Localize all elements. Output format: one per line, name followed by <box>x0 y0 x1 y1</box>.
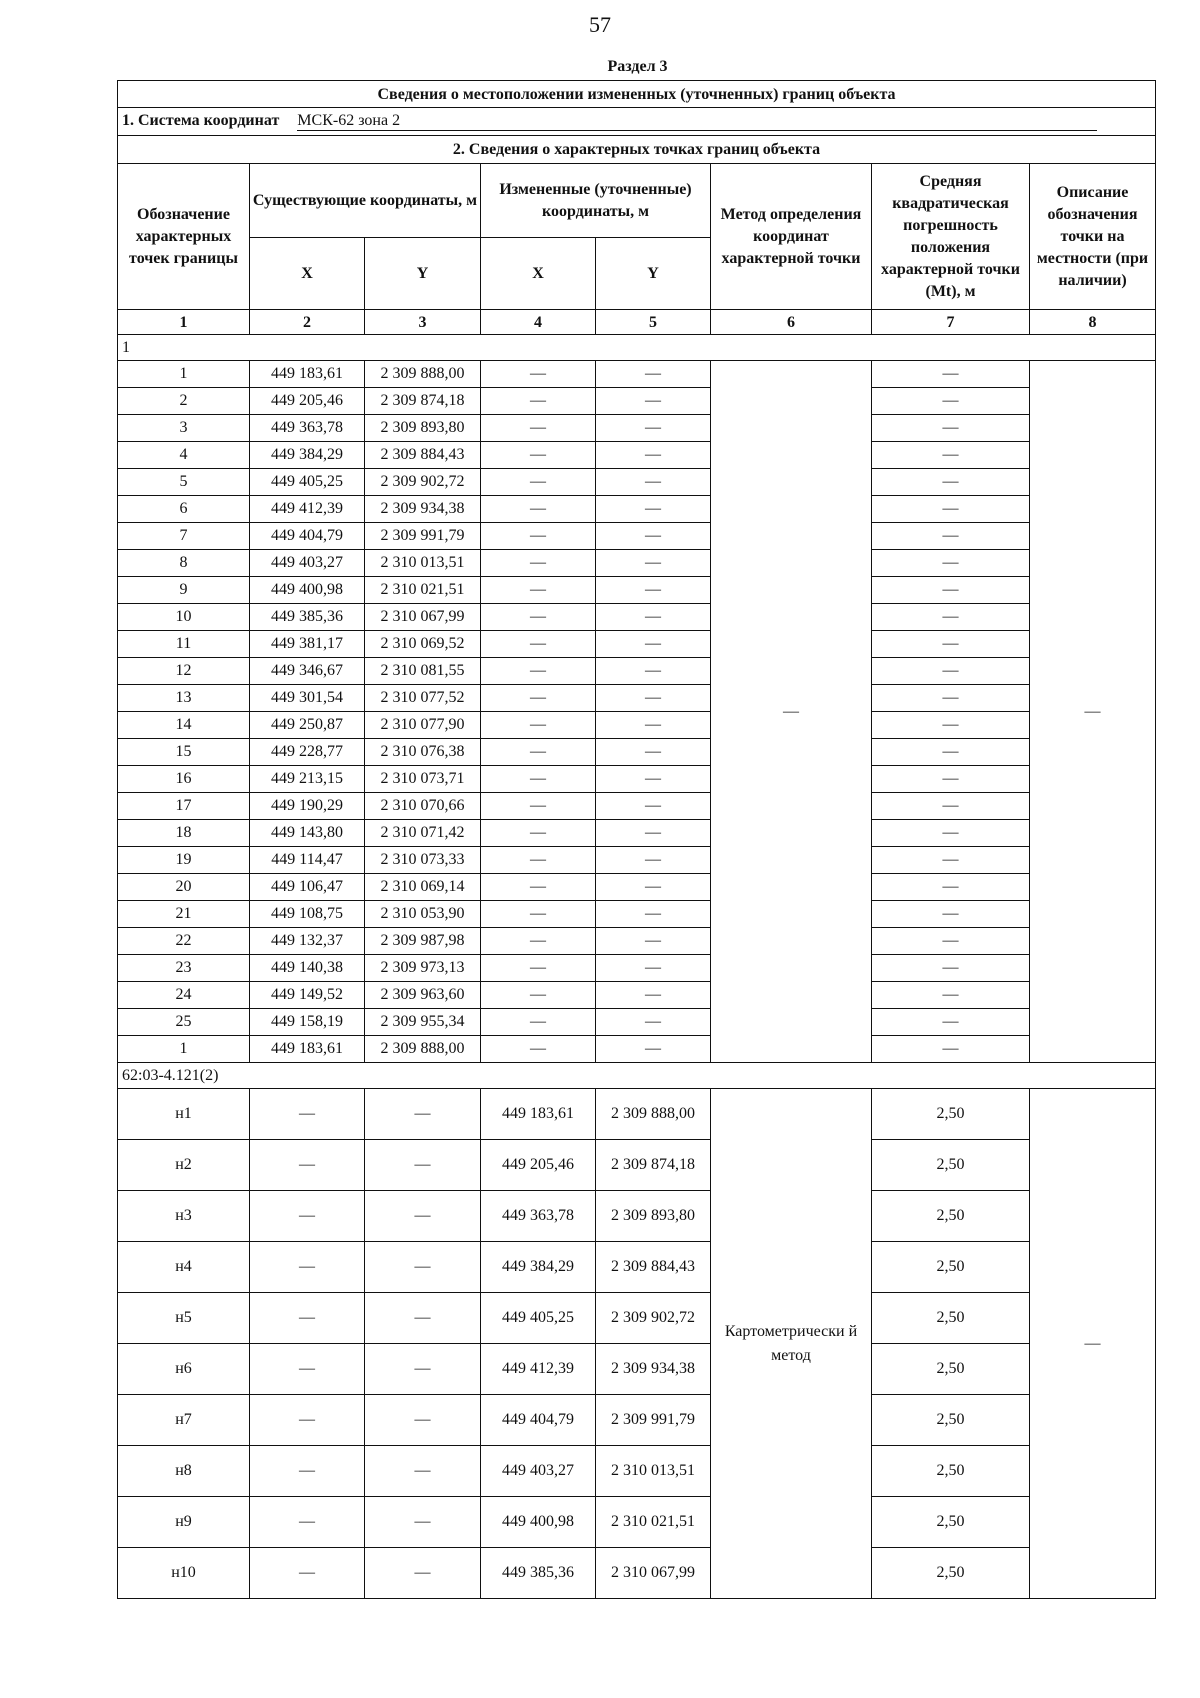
updated-x: — <box>481 820 596 847</box>
mt-value: — <box>872 766 1030 793</box>
updated-y: — <box>596 712 711 739</box>
updated-x: — <box>481 523 596 550</box>
existing-x: 449 183,61 <box>250 1036 365 1063</box>
method-cell: — <box>711 361 872 1063</box>
point-number: 23 <box>118 955 250 982</box>
updated-x: — <box>481 631 596 658</box>
point-number: 12 <box>118 658 250 685</box>
updated-y: — <box>596 604 711 631</box>
existing-y: 2 310 073,33 <box>365 847 481 874</box>
existing-y: — <box>365 1344 481 1395</box>
table-row <box>118 604 1156 631</box>
point-number: 25 <box>118 1009 250 1036</box>
points-title: 2. Сведения о характерных точках границ объекта <box>118 136 1156 164</box>
mt-value: 2,50 <box>872 1293 1030 1344</box>
updated-y: — <box>596 685 711 712</box>
existing-y: 2 310 021,51 <box>365 577 481 604</box>
existing-x: 449 213,15 <box>250 766 365 793</box>
existing-y: 2 310 053,90 <box>365 901 481 928</box>
existing-x: 449 149,52 <box>250 982 365 1009</box>
header-point-designation: Обозначение характерных точек границы <box>118 164 250 310</box>
table-row <box>118 1009 1156 1036</box>
page-number: 57 <box>589 12 611 37</box>
point-number: н3 <box>118 1191 250 1242</box>
existing-x: — <box>250 1344 365 1395</box>
point-number: 6 <box>118 496 250 523</box>
updated-x: 449 412,39 <box>481 1344 596 1395</box>
mt-value: — <box>872 469 1030 496</box>
point-number: н7 <box>118 1395 250 1446</box>
header-updated-y: Y <box>596 238 711 310</box>
updated-y: 2 309 888,00 <box>596 1089 711 1140</box>
updated-x: — <box>481 982 596 1009</box>
updated-y: — <box>596 928 711 955</box>
existing-y: — <box>365 1089 481 1140</box>
boundary-points-table <box>117 80 1156 1599</box>
existing-y: 2 310 070,66 <box>365 793 481 820</box>
existing-y: 2 310 081,55 <box>365 658 481 685</box>
table-row <box>118 550 1156 577</box>
point-number: н5 <box>118 1293 250 1344</box>
updated-x: — <box>481 496 596 523</box>
existing-y: 2 309 973,13 <box>365 955 481 982</box>
updated-y: 2 310 013,51 <box>596 1446 711 1497</box>
col-number: 3 <box>365 310 481 335</box>
point-number: 5 <box>118 469 250 496</box>
existing-x: 449 384,29 <box>250 442 365 469</box>
updated-y: — <box>596 901 711 928</box>
updated-y: — <box>596 820 711 847</box>
updated-y: — <box>596 955 711 982</box>
existing-x: 449 205,46 <box>250 388 365 415</box>
existing-x: 449 301,54 <box>250 685 365 712</box>
point-number: 21 <box>118 901 250 928</box>
updated-y: — <box>596 982 711 1009</box>
updated-y: 2 309 874,18 <box>596 1140 711 1191</box>
method-cell: Картометрически й метод <box>711 1089 872 1599</box>
existing-y: — <box>365 1395 481 1446</box>
existing-y: 2 310 013,51 <box>365 550 481 577</box>
table-row <box>118 1344 1156 1395</box>
updated-y: — <box>596 496 711 523</box>
mt-value: 2,50 <box>872 1242 1030 1293</box>
mt-value: — <box>872 928 1030 955</box>
existing-y: 2 309 987,98 <box>365 928 481 955</box>
updated-y: — <box>596 388 711 415</box>
header-existing-coords: Существующие координаты, м <box>250 164 481 238</box>
table-row <box>118 361 1156 388</box>
existing-y: 2 309 874,18 <box>365 388 481 415</box>
existing-y: 2 309 884,43 <box>365 442 481 469</box>
table-row <box>118 1497 1156 1548</box>
point-number: н4 <box>118 1242 250 1293</box>
existing-y: — <box>365 1191 481 1242</box>
point-number: 10 <box>118 604 250 631</box>
existing-x: 449 400,98 <box>250 577 365 604</box>
mt-value: — <box>872 496 1030 523</box>
updated-y: — <box>596 847 711 874</box>
table-row <box>118 1548 1156 1599</box>
point-number: 11 <box>118 631 250 658</box>
table-row <box>118 1036 1156 1063</box>
header-existing-y: Y <box>365 238 481 310</box>
updated-x: 449 385,36 <box>481 1548 596 1599</box>
point-number: 18 <box>118 820 250 847</box>
point-number: н8 <box>118 1446 250 1497</box>
mt-value: — <box>872 604 1030 631</box>
existing-y: 2 309 991,79 <box>365 523 481 550</box>
table-row <box>118 982 1156 1009</box>
updated-x: — <box>481 901 596 928</box>
mt-value: — <box>872 982 1030 1009</box>
mt-value: — <box>872 1036 1030 1063</box>
updated-x: — <box>481 442 596 469</box>
updated-x: — <box>481 739 596 766</box>
col-number: 5 <box>596 310 711 335</box>
existing-x: — <box>250 1395 365 1446</box>
mt-value: — <box>872 550 1030 577</box>
mt-value: — <box>872 847 1030 874</box>
col-number: 1 <box>118 310 250 335</box>
existing-y: 2 310 069,52 <box>365 631 481 658</box>
updated-y: — <box>596 550 711 577</box>
existing-y: — <box>365 1140 481 1191</box>
point-number: 4 <box>118 442 250 469</box>
updated-x: — <box>481 1009 596 1036</box>
table-row <box>118 1293 1156 1344</box>
point-number: 19 <box>118 847 250 874</box>
table-row <box>118 928 1156 955</box>
table-row <box>118 469 1156 496</box>
point-number: 1 <box>118 1036 250 1063</box>
updated-y: — <box>596 523 711 550</box>
table-row <box>118 820 1156 847</box>
mt-value: — <box>872 793 1030 820</box>
mt-value: — <box>872 442 1030 469</box>
existing-y: 2 310 073,71 <box>365 766 481 793</box>
mt-value: 2,50 <box>872 1344 1030 1395</box>
existing-x: 449 404,79 <box>250 523 365 550</box>
updated-x: — <box>481 847 596 874</box>
existing-x: 449 346,67 <box>250 658 365 685</box>
point-number: 14 <box>118 712 250 739</box>
coord-system-label: 1. Система координат <box>122 112 280 129</box>
updated-x: — <box>481 415 596 442</box>
point-number: 15 <box>118 739 250 766</box>
col-number: 7 <box>872 310 1030 335</box>
mt-value: — <box>872 415 1030 442</box>
existing-x: 449 190,29 <box>250 793 365 820</box>
point-number: 20 <box>118 874 250 901</box>
existing-x: 449 114,47 <box>250 847 365 874</box>
col-number: 6 <box>711 310 872 335</box>
updated-x: 449 403,27 <box>481 1446 596 1497</box>
table-row <box>118 955 1156 982</box>
existing-x: — <box>250 1293 365 1344</box>
point-number: 22 <box>118 928 250 955</box>
updated-x: — <box>481 1036 596 1063</box>
updated-x: — <box>481 577 596 604</box>
updated-x: 449 183,61 <box>481 1089 596 1140</box>
description-cell: — <box>1030 361 1156 1063</box>
updated-x: — <box>481 388 596 415</box>
existing-y: — <box>365 1497 481 1548</box>
mt-value: — <box>872 1009 1030 1036</box>
existing-x: — <box>250 1140 365 1191</box>
existing-y: — <box>365 1293 481 1344</box>
updated-y: — <box>596 1009 711 1036</box>
updated-y: 2 309 884,43 <box>596 1242 711 1293</box>
existing-x: — <box>250 1242 365 1293</box>
point-number: н10 <box>118 1548 250 1599</box>
mt-value: — <box>872 955 1030 982</box>
existing-y: 2 310 077,90 <box>365 712 481 739</box>
updated-y: 2 309 902,72 <box>596 1293 711 1344</box>
existing-x: 449 412,39 <box>250 496 365 523</box>
point-number: 13 <box>118 685 250 712</box>
col-number: 4 <box>481 310 596 335</box>
updated-x: 449 205,46 <box>481 1140 596 1191</box>
table-row <box>118 1191 1156 1242</box>
existing-x: 449 363,78 <box>250 415 365 442</box>
existing-x: — <box>250 1497 365 1548</box>
existing-x: 449 405,25 <box>250 469 365 496</box>
existing-x: 449 140,38 <box>250 955 365 982</box>
table-title: Сведения о местоположении измененных (уточненных) границ объекта <box>118 81 1156 108</box>
header-existing-x: X <box>250 238 365 310</box>
existing-y: 2 309 893,80 <box>365 415 481 442</box>
table-row <box>118 442 1156 469</box>
updated-y: — <box>596 874 711 901</box>
existing-x: 449 108,75 <box>250 901 365 928</box>
group-label: 62:03-4.121(2) <box>118 1063 1156 1089</box>
existing-y: — <box>365 1242 481 1293</box>
existing-x: — <box>250 1089 365 1140</box>
table-row <box>118 415 1156 442</box>
mt-value: — <box>872 577 1030 604</box>
header-description: Описание обозначения точки на местности (при наличии) <box>1030 164 1156 310</box>
existing-x: 449 183,61 <box>250 361 365 388</box>
mt-value: 2,50 <box>872 1140 1030 1191</box>
existing-y: — <box>365 1548 481 1599</box>
point-number: н6 <box>118 1344 250 1395</box>
point-number: н9 <box>118 1497 250 1548</box>
existing-y: 2 309 902,72 <box>365 469 481 496</box>
point-number: н2 <box>118 1140 250 1191</box>
existing-x: 449 106,47 <box>250 874 365 901</box>
updated-y: — <box>596 631 711 658</box>
updated-y: 2 310 067,99 <box>596 1548 711 1599</box>
updated-x: — <box>481 361 596 388</box>
updated-x: — <box>481 469 596 496</box>
updated-x: 449 384,29 <box>481 1242 596 1293</box>
section-title: Раздел 3 <box>607 58 668 75</box>
mt-value: 2,50 <box>872 1395 1030 1446</box>
updated-x: 449 363,78 <box>481 1191 596 1242</box>
coord-system-value: МСК-62 зона 2 <box>297 112 1097 131</box>
existing-y: 2 309 955,34 <box>365 1009 481 1036</box>
existing-x: — <box>250 1548 365 1599</box>
updated-x: 449 404,79 <box>481 1395 596 1446</box>
mt-value: — <box>872 901 1030 928</box>
updated-y: — <box>596 469 711 496</box>
existing-x: 449 385,36 <box>250 604 365 631</box>
header-updated-x: X <box>481 238 596 310</box>
updated-y: — <box>596 658 711 685</box>
existing-x: 449 158,19 <box>250 1009 365 1036</box>
mt-value: — <box>872 361 1030 388</box>
table-row <box>118 1395 1156 1446</box>
table-row <box>118 685 1156 712</box>
existing-y: 2 310 076,38 <box>365 739 481 766</box>
updated-x: — <box>481 685 596 712</box>
table-row <box>118 766 1156 793</box>
updated-y: 2 309 893,80 <box>596 1191 711 1242</box>
existing-x: — <box>250 1446 365 1497</box>
existing-y: 2 309 934,38 <box>365 496 481 523</box>
updated-y: 2 309 934,38 <box>596 1344 711 1395</box>
existing-y: 2 310 071,42 <box>365 820 481 847</box>
point-number: 16 <box>118 766 250 793</box>
updated-x: — <box>481 604 596 631</box>
table-row <box>118 847 1156 874</box>
table-row <box>118 1242 1156 1293</box>
updated-y: — <box>596 577 711 604</box>
mt-value: — <box>872 820 1030 847</box>
updated-x: 449 405,25 <box>481 1293 596 1344</box>
existing-x: 449 381,17 <box>250 631 365 658</box>
table-row <box>118 874 1156 901</box>
header-updated-coords: Измененные (уточненные) координаты, м <box>481 164 711 238</box>
existing-x: 449 250,87 <box>250 712 365 739</box>
mt-value: — <box>872 388 1030 415</box>
existing-x: 449 403,27 <box>250 550 365 577</box>
mt-value: 2,50 <box>872 1089 1030 1140</box>
updated-y: — <box>596 415 711 442</box>
mt-value: — <box>872 658 1030 685</box>
mt-value: — <box>872 523 1030 550</box>
table-row <box>118 631 1156 658</box>
point-number: 8 <box>118 550 250 577</box>
existing-x: — <box>250 1191 365 1242</box>
updated-y: — <box>596 793 711 820</box>
point-number: 3 <box>118 415 250 442</box>
table-row <box>118 901 1156 928</box>
col-number: 8 <box>1030 310 1156 335</box>
table-row <box>118 496 1156 523</box>
point-number: 24 <box>118 982 250 1009</box>
table-row <box>118 658 1156 685</box>
group-label: 1 <box>118 335 1156 361</box>
updated-x: — <box>481 793 596 820</box>
updated-x: — <box>481 766 596 793</box>
table-row <box>118 1140 1156 1191</box>
updated-y: 2 310 021,51 <box>596 1497 711 1548</box>
point-number: 2 <box>118 388 250 415</box>
col-number: 2 <box>250 310 365 335</box>
table-row <box>118 712 1156 739</box>
mt-value: 2,50 <box>872 1548 1030 1599</box>
coord-system-row <box>118 108 1156 136</box>
table-row <box>118 523 1156 550</box>
description-cell: — <box>1030 1089 1156 1599</box>
table-row <box>118 388 1156 415</box>
header-mt: Средняя квадратическая погрешность положения характерной точки (Mt), м <box>872 164 1030 310</box>
table-row <box>118 1446 1156 1497</box>
existing-y: — <box>365 1446 481 1497</box>
mt-value: 2,50 <box>872 1497 1030 1548</box>
updated-y: — <box>596 361 711 388</box>
existing-y: 2 309 888,00 <box>365 1036 481 1063</box>
table-row <box>118 1089 1156 1140</box>
updated-y: — <box>596 739 711 766</box>
updated-x: — <box>481 874 596 901</box>
existing-y: 2 310 069,14 <box>365 874 481 901</box>
point-number: 17 <box>118 793 250 820</box>
existing-y: 2 309 888,00 <box>365 361 481 388</box>
updated-y: — <box>596 1036 711 1063</box>
table-row <box>118 739 1156 766</box>
existing-y: 2 310 077,52 <box>365 685 481 712</box>
mt-value: — <box>872 712 1030 739</box>
table-row <box>118 793 1156 820</box>
updated-y: 2 309 991,79 <box>596 1395 711 1446</box>
mt-value: — <box>872 739 1030 766</box>
mt-value: 2,50 <box>872 1191 1030 1242</box>
point-number: 1 <box>118 361 250 388</box>
existing-x: 449 132,37 <box>250 928 365 955</box>
point-number: н1 <box>118 1089 250 1140</box>
updated-x: — <box>481 658 596 685</box>
existing-x: 449 143,80 <box>250 820 365 847</box>
updated-y: — <box>596 442 711 469</box>
updated-x: — <box>481 955 596 982</box>
mt-value: — <box>872 874 1030 901</box>
updated-x: — <box>481 712 596 739</box>
mt-value: — <box>872 631 1030 658</box>
existing-y: 2 310 067,99 <box>365 604 481 631</box>
point-number: 9 <box>118 577 250 604</box>
updated-x: 449 400,98 <box>481 1497 596 1548</box>
existing-y: 2 309 963,60 <box>365 982 481 1009</box>
updated-y: — <box>596 766 711 793</box>
mt-value: — <box>872 685 1030 712</box>
table-row <box>118 577 1156 604</box>
point-number: 7 <box>118 523 250 550</box>
updated-x: — <box>481 550 596 577</box>
existing-x: 449 228,77 <box>250 739 365 766</box>
header-method: Метод определения координат характерной точки <box>711 164 872 310</box>
updated-x: — <box>481 928 596 955</box>
mt-value: 2,50 <box>872 1446 1030 1497</box>
